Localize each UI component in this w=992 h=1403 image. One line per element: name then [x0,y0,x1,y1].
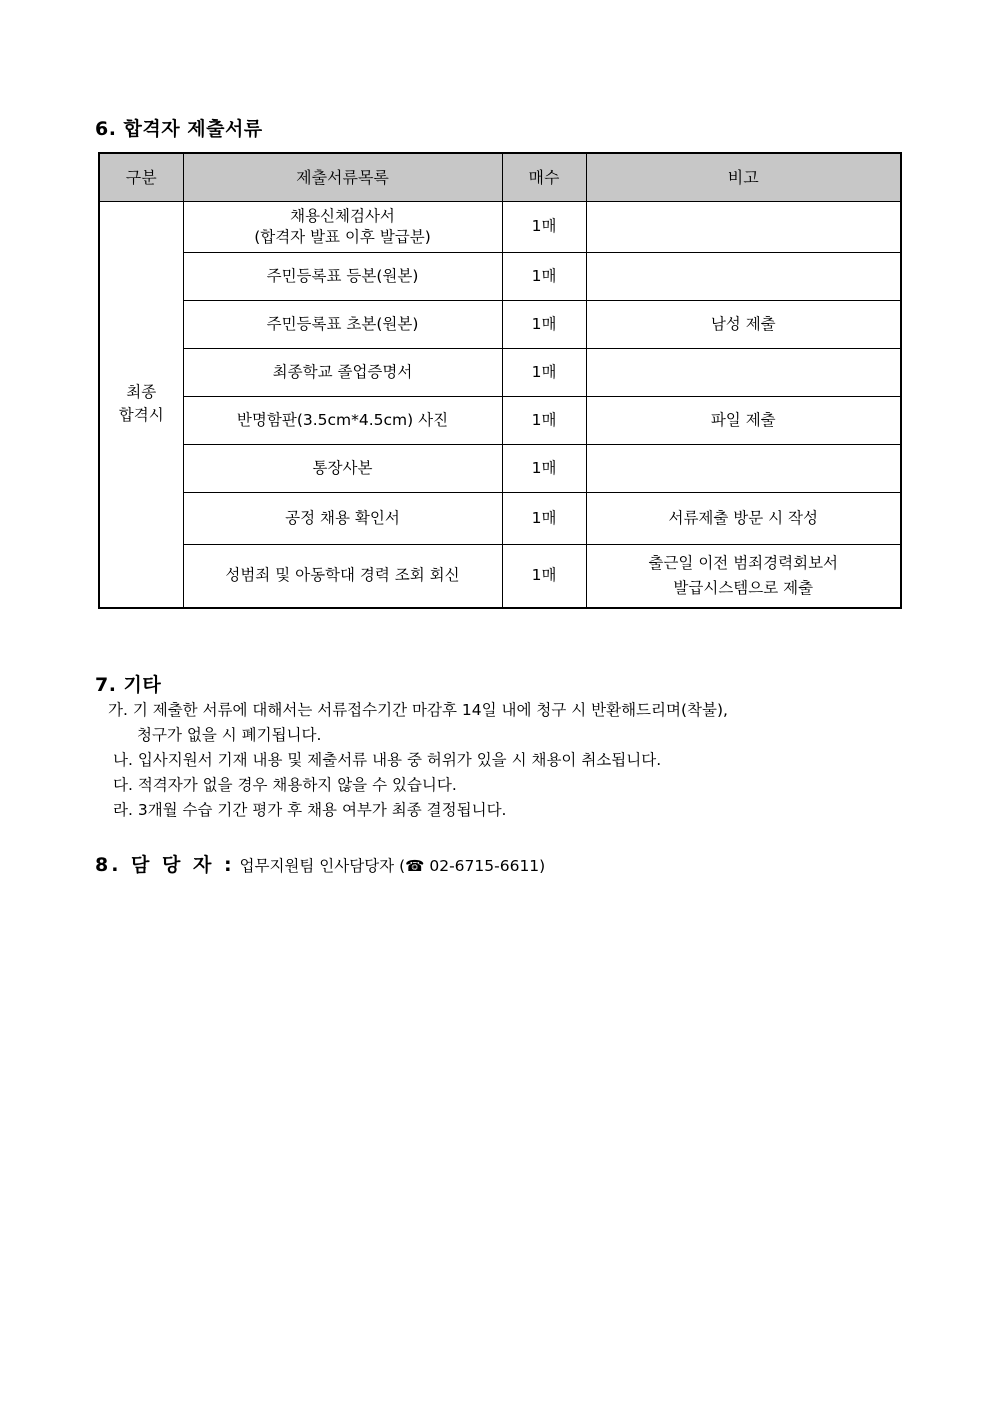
remarks-cell [586,445,901,493]
table-row [99,253,901,301]
quantity-cell: 1매 [502,253,586,301]
list-item: 청구가 없을 시 폐기됩니다. [137,726,322,744]
remarks-cell [586,202,901,253]
header-quantity: 매수 [502,153,586,202]
table-row [99,445,901,493]
section-7-title: 7. 기타 [95,674,162,696]
remarks-cell: 파일 제출 [586,397,901,445]
quantity-cell: 1매 [502,397,586,445]
document-cell: 통장사본 [183,445,502,493]
quantity-cell: 1매 [502,202,586,253]
list-item: 다. 적격자가 없을 경우 채용하지 않을 수 있습니다. [113,776,457,794]
document-cell: 반명함판(3.5cm*4.5cm) 사진 [183,397,502,445]
document-cell: 최종학교 졸업증명서 [183,349,502,397]
header-remarks: 비고 [586,153,901,202]
section-6-title: 6. 합격자 제출서류 [95,118,263,140]
table-row [99,349,901,397]
quantity-cell: 1매 [502,349,586,397]
document-cell: 성범죄 및 아동학대 경력 조회 회신 [183,545,502,608]
document-cell: 주민등록표 초본(원본) [183,301,502,349]
quantity-cell: 1매 [502,493,586,545]
header-document-list: 제출서류목록 [183,153,502,202]
table-row [99,301,901,349]
document-cell: 채용신체검사서 (합격자 발표 이후 발급분) [183,202,502,253]
remarks-cell: 서류제출 방문 시 작성 [586,493,901,545]
list-item: 나. 입사지원서 기재 내용 및 제출서류 내용 중 허위가 있을 시 채용이 취소됩니다. [113,751,662,769]
table-row [99,545,901,608]
quantity-cell: 1매 [502,301,586,349]
submission-documents-table [98,152,902,609]
table-row [99,397,901,445]
category-cell: 최종 합격시 [99,202,183,608]
list-item: 라. 3개월 수습 기간 평가 후 채용 여부가 최종 결정됩니다. [113,801,507,819]
list-item: 가. 기 제출한 서류에 대해서는 서류접수기간 마감후 14일 내에 청구 시 반환해드리며(착불), [108,701,728,719]
document-cell: 공정 채용 확인서 [183,493,502,545]
table-row [99,493,901,545]
table-header-row [99,153,901,202]
table-row [99,202,901,253]
other-notes-list [108,698,728,823]
remarks-cell: 남성 제출 [586,301,901,349]
remarks-cell [586,253,901,301]
remarks-cell: 출근일 이전 범죄경력회보서 발급시스템으로 제출 [586,545,901,608]
quantity-cell: 1매 [502,545,586,608]
contact-line [95,850,545,877]
section-8-label: 8. 담 당 자 : [95,854,235,876]
remarks-cell [586,349,901,397]
header-category: 구분 [99,153,183,202]
document-cell: 주민등록표 등본(원본) [183,253,502,301]
quantity-cell: 1매 [502,445,586,493]
contact-info: 업무지원팀 인사담당자 (☎ 02-6715-6611) [239,857,546,875]
